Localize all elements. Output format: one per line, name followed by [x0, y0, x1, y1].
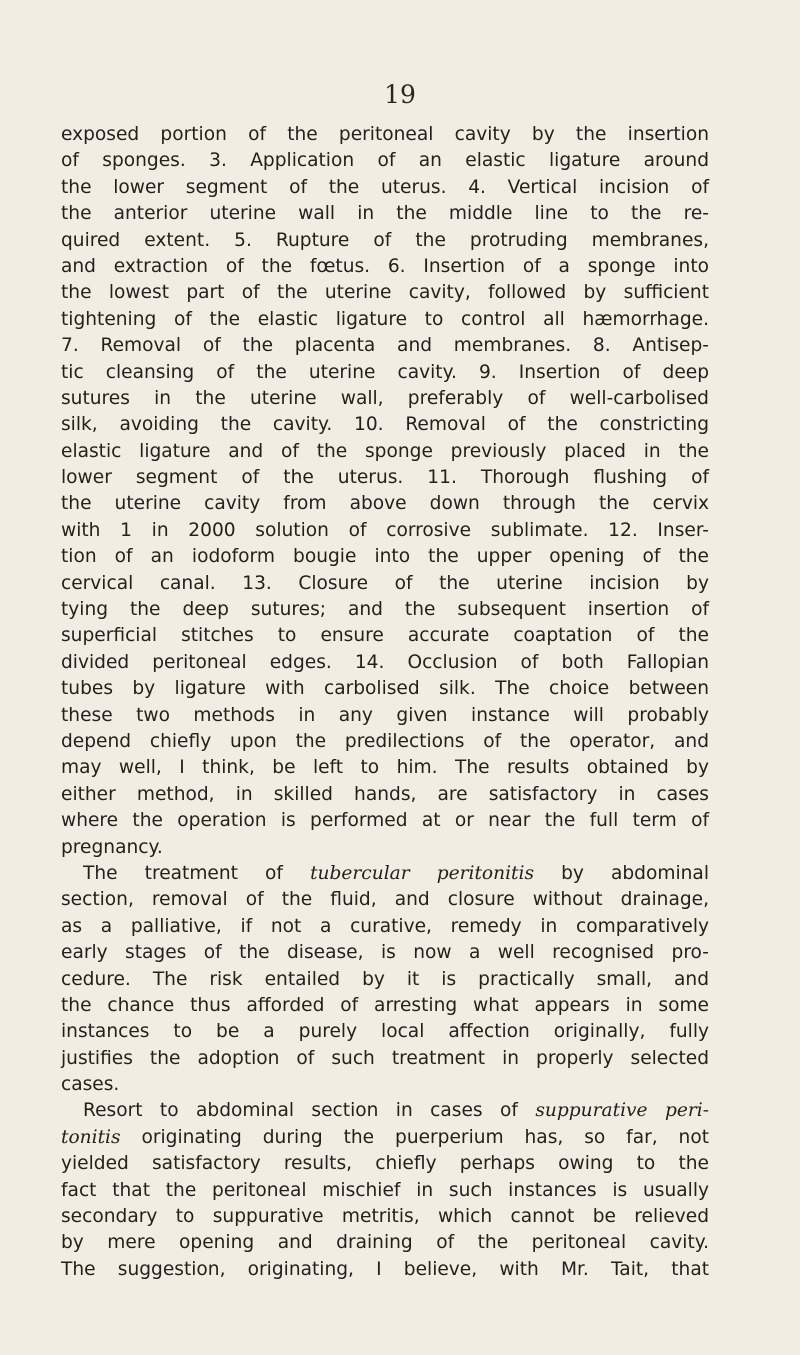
text-line: quired extent. 5. Rupture of the protruding membranes, [61, 229, 709, 251]
line-text: originating during the puerperium has, so far, not [120, 1126, 709, 1148]
text-line: tic cleansing of the uterine cavity. 9. Insertion of deep [61, 361, 709, 383]
text-line: the lower segment of the uterus. 4. Vertical incision of [61, 176, 709, 198]
text-line: secondary to suppurative metritis, which cannot be relieved [61, 1206, 709, 1228]
text-line: the lowest part of the uterine cavity, followed by sufficient [61, 282, 709, 304]
text-line: tion of an iodoform bougie into the upper opening of the [61, 546, 709, 568]
text-line [61, 1098, 709, 1124]
text-line: by mere opening and draining of the peritoneal cavity. [61, 1232, 709, 1254]
text-line: early stages of the disease, is now a well recognised pro- [61, 942, 709, 964]
text-line [61, 1125, 709, 1151]
italic-term: tonitis [61, 1126, 121, 1148]
italic-term: tubercular peritonitis [310, 862, 534, 884]
text-line: superficial stitches to ensure accurate coaptation of the [61, 625, 709, 647]
text-line: yielded satisfactory results, chiefly perhaps owing to the [61, 1153, 709, 1175]
text-line: either method, in skilled hands, are satisfactory in cases [61, 783, 709, 805]
text-line: pregnancy. [61, 836, 163, 858]
text-line: cases. [61, 1074, 120, 1096]
line-text: by abdominal [534, 862, 709, 884]
text-line: fact that the peritoneal mischief in such instances is usually [61, 1179, 709, 1201]
text-line: may well, I think, be left to him. The results obtained by [61, 757, 709, 779]
line-text: The treatment of [83, 862, 311, 884]
text-line: cedure. The risk entailed by it is practically small, and [61, 968, 709, 990]
text-line: cervical canal. 13. Closure of the uterine incision by [61, 572, 709, 594]
text-line: lower segment of the uterus. 11. Thorough flushing of [61, 467, 709, 489]
text-line: where the operation is performed at or near the full term of [61, 810, 709, 832]
text-line: 7. Removal of the placenta and membranes. 8. Antisep- [61, 335, 709, 357]
text-line [61, 861, 709, 887]
text-line: the uterine cavity from above down through the cervix [61, 493, 709, 515]
text-line: silk, avoiding the cavity. 10. Removal of the constricting [61, 414, 709, 436]
text-line: tubes by ligature with carbolised silk. The choice between [61, 678, 709, 700]
text-line: these two methods in any given instance will probably [61, 704, 709, 726]
text-line: tying the deep sutures; and the subsequent insertion of [61, 599, 709, 621]
text-line: justifies the adoption of such treatment in properly selected [61, 1047, 709, 1069]
line-text: Resort to abdominal section in cases of [83, 1100, 536, 1122]
text-line: the chance thus afforded of arresting what appears in some [61, 994, 709, 1016]
italic-term: suppurative peri- [535, 1100, 709, 1122]
text-line: section, removal of the fluid, and closure without drainage, [61, 889, 709, 911]
text-line: sutures in the uterine wall, preferably of well-carbolised [61, 387, 709, 409]
text-line: and extraction of the fœtus. 6. Insertion of a sponge into [61, 255, 709, 277]
text-line: instances to be a purely local affection originally, fully [61, 1021, 709, 1043]
text-line: of sponges. 3. Application of an elastic ligature around [61, 150, 709, 172]
body-text [61, 122, 709, 1283]
text-line: tightening of the elastic ligature to control all hæmorrhage. [61, 308, 709, 330]
text-line: as a palliative, if not a curative, remedy in comparatively [61, 915, 709, 937]
text-line: with 1 in 2000 solution of corrosive sublimate. 12. Inser- [61, 519, 709, 541]
text-line: elastic ligature and of the sponge previously placed in the [61, 440, 709, 462]
text-line: divided peritoneal edges. 14. Occlusion of both Fallopian [61, 651, 709, 673]
page-number: 19 [384, 80, 416, 109]
text-line: depend chiefly upon the predilections of the operator, and [61, 730, 709, 752]
text-line: the anterior uterine wall in the middle line to the re- [61, 203, 709, 225]
text-line: exposed portion of the peritoneal cavity by the insertion [61, 124, 709, 145]
text-line: The suggestion, originating, I believe, with Mr. Tait, that [61, 1258, 709, 1280]
